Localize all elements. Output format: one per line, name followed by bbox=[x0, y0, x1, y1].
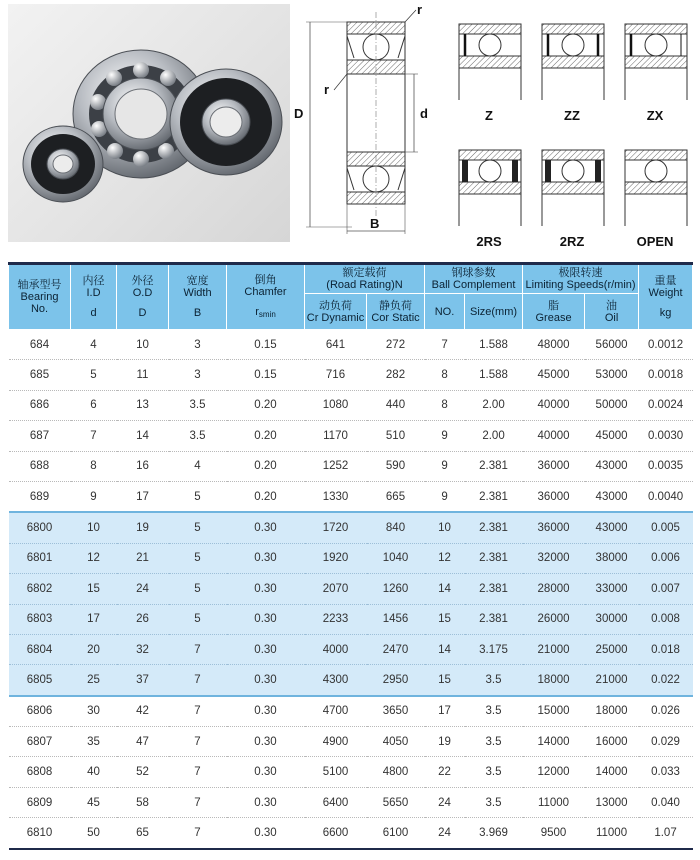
dim-B-label: B bbox=[370, 216, 380, 231]
cell-bearing-no: 6804 bbox=[9, 634, 71, 664]
header-cor-static: 静负荷 Cor Static bbox=[367, 294, 425, 330]
cell-bearing-no: 6805 bbox=[9, 665, 71, 696]
cell-ball-no: 8 bbox=[425, 390, 465, 420]
cell-chamfer: 0.30 bbox=[227, 512, 305, 543]
cell-id: 50 bbox=[71, 818, 117, 849]
cell-weight: 0.022 bbox=[639, 665, 693, 696]
cell-cr-dynamic: 1252 bbox=[305, 451, 367, 481]
cell-ball-size: 2.381 bbox=[465, 481, 523, 512]
cell-ball-no: 15 bbox=[425, 604, 465, 634]
cell-grease-speed: 21000 bbox=[523, 634, 585, 664]
cell-weight: 0.0012 bbox=[639, 330, 693, 360]
cell-oil-speed: 13000 bbox=[585, 787, 639, 817]
cell-ball-no: 15 bbox=[425, 665, 465, 696]
cell-ball-no: 14 bbox=[425, 634, 465, 664]
cell-chamfer: 0.15 bbox=[227, 330, 305, 360]
cell-ball-no: 8 bbox=[425, 360, 465, 390]
cell-chamfer: 0.20 bbox=[227, 390, 305, 420]
header-bearing-no: 轴承型号 Bearing No. bbox=[9, 264, 71, 330]
cell-width: 7 bbox=[169, 727, 227, 757]
cell-width: 5 bbox=[169, 481, 227, 512]
cell-weight: 0.006 bbox=[639, 543, 693, 573]
cell-id: 6 bbox=[71, 390, 117, 420]
variant-drawing-2rs bbox=[457, 148, 523, 218]
cell-grease-speed: 48000 bbox=[523, 330, 585, 360]
cell-cr-dynamic: 641 bbox=[305, 330, 367, 360]
cell-od: 11 bbox=[117, 360, 169, 390]
cell-cr-dynamic: 4300 bbox=[305, 665, 367, 696]
cell-width: 5 bbox=[169, 543, 227, 573]
cell-cr-dynamic: 6400 bbox=[305, 787, 367, 817]
cell-width: 3 bbox=[169, 360, 227, 390]
cell-weight: 0.008 bbox=[639, 604, 693, 634]
cell-id: 12 bbox=[71, 543, 117, 573]
cell-cor-static: 840 bbox=[367, 512, 425, 543]
cell-chamfer: 0.30 bbox=[227, 634, 305, 664]
variant-drawing-open bbox=[623, 148, 689, 218]
cell-cr-dynamic: 1720 bbox=[305, 512, 367, 543]
dim-r-top-label: r bbox=[417, 2, 423, 17]
cell-id: 15 bbox=[71, 574, 117, 604]
cell-oil-speed: 50000 bbox=[585, 390, 639, 420]
dim-r-left-label: r bbox=[324, 82, 330, 97]
cell-cr-dynamic: 1170 bbox=[305, 421, 367, 451]
cell-cor-static: 4050 bbox=[367, 727, 425, 757]
cell-ball-size: 3.969 bbox=[465, 818, 523, 849]
cell-width: 3 bbox=[169, 330, 227, 360]
variant-drawing-zx bbox=[623, 22, 689, 92]
cell-weight: 0.026 bbox=[639, 696, 693, 727]
cell-ball-no: 19 bbox=[425, 727, 465, 757]
cell-oil-speed: 53000 bbox=[585, 360, 639, 390]
cell-oil-speed: 38000 bbox=[585, 543, 639, 573]
cell-bearing-no: 684 bbox=[9, 330, 71, 360]
cell-oil-speed: 25000 bbox=[585, 634, 639, 664]
bearing-spec-table bbox=[8, 262, 693, 850]
cell-weight: 0.007 bbox=[639, 574, 693, 604]
spec-table-body bbox=[9, 330, 693, 849]
cell-id: 9 bbox=[71, 481, 117, 512]
cell-ball-size: 2.00 bbox=[465, 421, 523, 451]
cell-weight: 0.0018 bbox=[639, 360, 693, 390]
table-row bbox=[9, 634, 693, 664]
cell-grease-speed: 36000 bbox=[523, 451, 585, 481]
cell-chamfer: 0.20 bbox=[227, 421, 305, 451]
cell-bearing-no: 6809 bbox=[9, 787, 71, 817]
cell-grease-speed: 15000 bbox=[523, 696, 585, 727]
cell-chamfer: 0.30 bbox=[227, 818, 305, 849]
cell-oil-speed: 14000 bbox=[585, 757, 639, 787]
cell-bearing-no: 685 bbox=[9, 360, 71, 390]
cell-od: 58 bbox=[117, 787, 169, 817]
header-limiting-speeds: 极限转速 Limiting Speeds(r/min) bbox=[523, 264, 639, 294]
cell-grease-speed: 14000 bbox=[523, 727, 585, 757]
cell-width: 4 bbox=[169, 451, 227, 481]
cell-bearing-no: 6802 bbox=[9, 574, 71, 604]
table-row bbox=[9, 543, 693, 573]
cell-id: 25 bbox=[71, 665, 117, 696]
cell-oil-speed: 21000 bbox=[585, 665, 639, 696]
cell-ball-no: 24 bbox=[425, 787, 465, 817]
cell-cor-static: 4800 bbox=[367, 757, 425, 787]
cell-cr-dynamic: 4700 bbox=[305, 696, 367, 727]
table-row bbox=[9, 696, 693, 727]
variant-label-zz: ZZ bbox=[564, 108, 580, 123]
cell-od: 65 bbox=[117, 818, 169, 849]
cell-cor-static: 2470 bbox=[367, 634, 425, 664]
cell-cr-dynamic: 1080 bbox=[305, 390, 367, 420]
cell-ball-no: 9 bbox=[425, 481, 465, 512]
cell-bearing-no: 6803 bbox=[9, 604, 71, 634]
cell-oil-speed: 43000 bbox=[585, 481, 639, 512]
cell-chamfer: 0.30 bbox=[227, 727, 305, 757]
cell-bearing-no: 6801 bbox=[9, 543, 71, 573]
table-row bbox=[9, 727, 693, 757]
cell-width: 7 bbox=[169, 757, 227, 787]
cell-cor-static: 272 bbox=[367, 330, 425, 360]
bearing-photo bbox=[8, 4, 290, 242]
variant-label-2rz: 2RZ bbox=[559, 234, 585, 249]
table-row bbox=[9, 665, 693, 696]
cell-oil-speed: 33000 bbox=[585, 574, 639, 604]
cell-cr-dynamic: 1920 bbox=[305, 543, 367, 573]
header-cr-dynamic: 动负荷 Cr Dynamic bbox=[305, 294, 367, 330]
cell-grease-speed: 36000 bbox=[523, 481, 585, 512]
cell-width: 7 bbox=[169, 818, 227, 849]
cell-weight: 0.0030 bbox=[639, 421, 693, 451]
cell-ball-no: 22 bbox=[425, 757, 465, 787]
cell-width: 7 bbox=[169, 696, 227, 727]
cell-oil-speed: 11000 bbox=[585, 818, 639, 849]
cell-ball-size: 3.5 bbox=[465, 757, 523, 787]
cell-width: 7 bbox=[169, 634, 227, 664]
sealed-bearing-large-image bbox=[170, 69, 282, 175]
cell-chamfer: 0.30 bbox=[227, 757, 305, 787]
cell-width: 7 bbox=[169, 665, 227, 696]
cell-ball-size: 3.5 bbox=[465, 727, 523, 757]
cell-weight: 0.0024 bbox=[639, 390, 693, 420]
cell-chamfer: 0.20 bbox=[227, 481, 305, 512]
cell-weight: 0.0040 bbox=[639, 481, 693, 512]
cell-od: 32 bbox=[117, 634, 169, 664]
cell-ball-size: 3.175 bbox=[465, 634, 523, 664]
table-row bbox=[9, 360, 693, 390]
cell-chamfer: 0.20 bbox=[227, 451, 305, 481]
cell-grease-speed: 26000 bbox=[523, 604, 585, 634]
cell-id: 17 bbox=[71, 604, 117, 634]
header-width: 宽度 Width B bbox=[169, 264, 227, 330]
cell-od: 42 bbox=[117, 696, 169, 727]
cell-oil-speed: 43000 bbox=[585, 512, 639, 543]
cell-oil-speed: 16000 bbox=[585, 727, 639, 757]
cell-id: 8 bbox=[71, 451, 117, 481]
header-load-rating: 额定载荷 (Road Rating)N bbox=[305, 264, 425, 294]
cell-oil-speed: 56000 bbox=[585, 330, 639, 360]
cell-oil-speed: 43000 bbox=[585, 451, 639, 481]
cell-bearing-no: 689 bbox=[9, 481, 71, 512]
table-row bbox=[9, 451, 693, 481]
cell-cr-dynamic: 4900 bbox=[305, 727, 367, 757]
cell-id: 45 bbox=[71, 787, 117, 817]
table-row bbox=[9, 818, 693, 849]
cell-od: 16 bbox=[117, 451, 169, 481]
cell-bearing-no: 6807 bbox=[9, 727, 71, 757]
cell-ball-no: 12 bbox=[425, 543, 465, 573]
cell-chamfer: 0.30 bbox=[227, 543, 305, 573]
cell-cor-static: 5650 bbox=[367, 787, 425, 817]
dim-D-label: D bbox=[294, 106, 304, 121]
cell-ball-size: 2.381 bbox=[465, 451, 523, 481]
header-grease: 脂 Grease bbox=[523, 294, 585, 330]
variant-drawing-z bbox=[457, 22, 523, 92]
variant-label-2rs: 2RS bbox=[476, 234, 502, 249]
cell-od: 14 bbox=[117, 421, 169, 451]
cell-oil-speed: 18000 bbox=[585, 696, 639, 727]
cell-grease-speed: 32000 bbox=[523, 543, 585, 573]
cell-width: 5 bbox=[169, 512, 227, 543]
cell-bearing-no: 6806 bbox=[9, 696, 71, 727]
cell-grease-speed: 18000 bbox=[523, 665, 585, 696]
cell-cor-static: 1456 bbox=[367, 604, 425, 634]
table-row bbox=[9, 390, 693, 420]
cell-weight: 0.040 bbox=[639, 787, 693, 817]
cell-ball-no: 10 bbox=[425, 512, 465, 543]
cell-grease-speed: 12000 bbox=[523, 757, 585, 787]
cell-od: 26 bbox=[117, 604, 169, 634]
bearing-section-drawing bbox=[292, 2, 440, 242]
dim-d-label: d bbox=[420, 106, 428, 121]
cell-weight: 0.005 bbox=[639, 512, 693, 543]
table-row bbox=[9, 574, 693, 604]
cell-cr-dynamic: 1330 bbox=[305, 481, 367, 512]
cell-grease-speed: 28000 bbox=[523, 574, 585, 604]
cell-ball-no: 7 bbox=[425, 330, 465, 360]
cell-ball-size: 2.381 bbox=[465, 543, 523, 573]
cell-ball-size: 3.5 bbox=[465, 787, 523, 817]
cell-id: 5 bbox=[71, 360, 117, 390]
cell-cr-dynamic: 716 bbox=[305, 360, 367, 390]
cell-ball-size: 2.00 bbox=[465, 390, 523, 420]
cell-weight: 0.029 bbox=[639, 727, 693, 757]
variant-drawing-2rz bbox=[540, 148, 606, 218]
cell-ball-no: 24 bbox=[425, 818, 465, 849]
cell-chamfer: 0.30 bbox=[227, 696, 305, 727]
cell-id: 4 bbox=[71, 330, 117, 360]
cell-bearing-no: 6810 bbox=[9, 818, 71, 849]
variant-drawing-zz bbox=[540, 22, 606, 92]
cell-bearing-no: 6808 bbox=[9, 757, 71, 787]
cell-od: 21 bbox=[117, 543, 169, 573]
cell-bearing-no: 686 bbox=[9, 390, 71, 420]
table-row bbox=[9, 604, 693, 634]
cell-ball-no: 17 bbox=[425, 696, 465, 727]
cell-weight: 0.0035 bbox=[639, 451, 693, 481]
cell-cr-dynamic: 2070 bbox=[305, 574, 367, 604]
table-row bbox=[9, 512, 693, 543]
cell-ball-no: 9 bbox=[425, 421, 465, 451]
header-inner-diameter: 内径 I.D d bbox=[71, 264, 117, 330]
variant-label-zx: ZX bbox=[646, 108, 664, 123]
cell-ball-size: 1.588 bbox=[465, 330, 523, 360]
cell-chamfer: 0.30 bbox=[227, 574, 305, 604]
cell-oil-speed: 30000 bbox=[585, 604, 639, 634]
cell-ball-size: 1.588 bbox=[465, 360, 523, 390]
table-row bbox=[9, 481, 693, 512]
cell-width: 3.5 bbox=[169, 421, 227, 451]
cell-cor-static: 1260 bbox=[367, 574, 425, 604]
cell-chamfer: 0.30 bbox=[227, 665, 305, 696]
cell-cor-static: 1040 bbox=[367, 543, 425, 573]
cell-cor-static: 665 bbox=[367, 481, 425, 512]
cell-id: 35 bbox=[71, 727, 117, 757]
cell-cor-static: 510 bbox=[367, 421, 425, 451]
table-row bbox=[9, 330, 693, 360]
variant-label-open: OPEN bbox=[636, 234, 674, 249]
cell-grease-speed: 45000 bbox=[523, 360, 585, 390]
cell-ball-size: 3.5 bbox=[465, 665, 523, 696]
cell-cor-static: 3650 bbox=[367, 696, 425, 727]
cell-od: 47 bbox=[117, 727, 169, 757]
table-row bbox=[9, 757, 693, 787]
cell-id: 7 bbox=[71, 421, 117, 451]
cell-ball-no: 9 bbox=[425, 451, 465, 481]
cell-id: 30 bbox=[71, 696, 117, 727]
cell-chamfer: 0.30 bbox=[227, 787, 305, 817]
cell-cor-static: 282 bbox=[367, 360, 425, 390]
cell-od: 37 bbox=[117, 665, 169, 696]
cell-grease-speed: 9500 bbox=[523, 818, 585, 849]
cell-width: 5 bbox=[169, 604, 227, 634]
cell-grease-speed: 36000 bbox=[523, 512, 585, 543]
cell-cr-dynamic: 5100 bbox=[305, 757, 367, 787]
cell-weight: 0.033 bbox=[639, 757, 693, 787]
cell-od: 17 bbox=[117, 481, 169, 512]
cell-oil-speed: 45000 bbox=[585, 421, 639, 451]
cell-grease-speed: 11000 bbox=[523, 787, 585, 817]
cell-ball-size: 2.381 bbox=[465, 574, 523, 604]
cell-chamfer: 0.30 bbox=[227, 604, 305, 634]
cell-bearing-no: 6800 bbox=[9, 512, 71, 543]
cell-cor-static: 590 bbox=[367, 451, 425, 481]
cell-od: 19 bbox=[117, 512, 169, 543]
cell-chamfer: 0.15 bbox=[227, 360, 305, 390]
cell-cr-dynamic: 4000 bbox=[305, 634, 367, 664]
cell-od: 10 bbox=[117, 330, 169, 360]
header-weight: 重量 Weight kg bbox=[639, 264, 693, 330]
cell-bearing-no: 687 bbox=[9, 421, 71, 451]
cell-od: 52 bbox=[117, 757, 169, 787]
header-chamfer: 倒角 Chamfer $r_{smin}$ bbox=[227, 264, 305, 330]
cell-width: 3.5 bbox=[169, 390, 227, 420]
variant-label-z: Z bbox=[485, 108, 493, 123]
cell-cr-dynamic: 2233 bbox=[305, 604, 367, 634]
cell-cor-static: 440 bbox=[367, 390, 425, 420]
cell-width: 7 bbox=[169, 787, 227, 817]
header-ball-complement: 钢球参数 Ball Complement bbox=[425, 264, 523, 294]
cell-od: 13 bbox=[117, 390, 169, 420]
cell-grease-speed: 40000 bbox=[523, 421, 585, 451]
header-outer-diameter: 外径 O.D D bbox=[117, 264, 169, 330]
cell-grease-speed: 40000 bbox=[523, 390, 585, 420]
cell-od: 24 bbox=[117, 574, 169, 604]
cell-id: 20 bbox=[71, 634, 117, 664]
sealed-bearing-small-image bbox=[23, 126, 103, 202]
cell-id: 40 bbox=[71, 757, 117, 787]
table-row bbox=[9, 787, 693, 817]
cell-ball-size: 2.381 bbox=[465, 512, 523, 543]
table-row bbox=[9, 421, 693, 451]
cell-weight: 1.07 bbox=[639, 818, 693, 849]
cell-cor-static: 2950 bbox=[367, 665, 425, 696]
cell-weight: 0.018 bbox=[639, 634, 693, 664]
cell-width: 5 bbox=[169, 574, 227, 604]
cell-ball-size: 3.5 bbox=[465, 696, 523, 727]
cell-cr-dynamic: 6600 bbox=[305, 818, 367, 849]
cell-bearing-no: 688 bbox=[9, 451, 71, 481]
header-ball-size: Size(mm) bbox=[465, 294, 523, 330]
cell-id: 10 bbox=[71, 512, 117, 543]
cell-ball-size: 2.381 bbox=[465, 604, 523, 634]
cell-ball-no: 14 bbox=[425, 574, 465, 604]
header-ball-no: NO. bbox=[425, 294, 465, 330]
cell-cor-static: 6100 bbox=[367, 818, 425, 849]
header-oil: 油 Oil bbox=[585, 294, 639, 330]
